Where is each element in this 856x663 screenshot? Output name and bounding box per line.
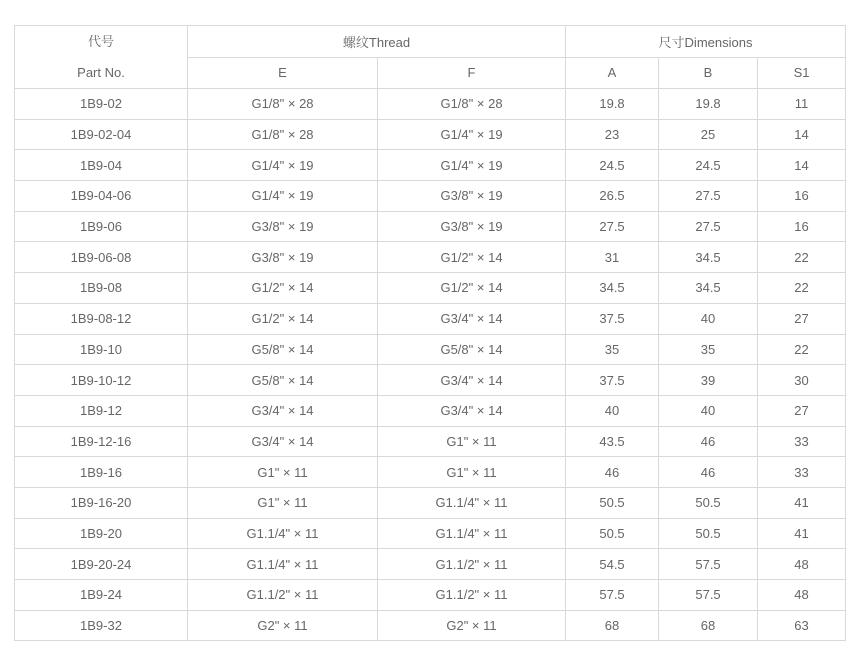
table-row — [15, 580, 846, 611]
cell-e: G1.1/4" × 11 — [188, 518, 378, 549]
cell-f: G2" × 11 — [378, 610, 566, 641]
cell-a: 43.5 — [566, 426, 659, 457]
cell-e: G1/8" × 28 — [188, 89, 378, 120]
cell-e: G3/4" × 14 — [188, 395, 378, 426]
cell-f: G1" × 11 — [378, 426, 566, 457]
cell-b: 35 — [659, 334, 758, 365]
cell-part_no: 1B9-24 — [15, 580, 188, 611]
header-part-no — [15, 26, 188, 89]
cell-a: 27.5 — [566, 211, 659, 242]
cell-a: 31 — [566, 242, 659, 273]
cell-a: 37.5 — [566, 303, 659, 334]
cell-f: G3/8" × 19 — [378, 181, 566, 212]
cell-e: G2" × 11 — [188, 610, 378, 641]
cell-e: G1" × 11 — [188, 457, 378, 488]
cell-a: 34.5 — [566, 273, 659, 304]
cell-b: 19.8 — [659, 89, 758, 120]
cell-s1: 33 — [758, 426, 846, 457]
cell-part_no: 1B9-02-04 — [15, 119, 188, 150]
cell-e: G1.1/2" × 11 — [188, 580, 378, 611]
cell-b: 27.5 — [659, 211, 758, 242]
header-col-b: B — [659, 57, 758, 89]
header-col-e: E — [188, 57, 378, 89]
cell-b: 50.5 — [659, 487, 758, 518]
cell-a: 50.5 — [566, 487, 659, 518]
cell-a: 40 — [566, 395, 659, 426]
header-thread-group: 螺纹Thread — [188, 26, 566, 58]
cell-part_no: 1B9-06-08 — [15, 242, 188, 273]
cell-s1: 16 — [758, 181, 846, 212]
cell-f: G3/8" × 19 — [378, 211, 566, 242]
cell-e: G1/4" × 19 — [188, 181, 378, 212]
header-dimensions-group: 尺寸Dimensions — [566, 26, 846, 58]
table-row — [15, 610, 846, 641]
cell-e: G1/8" × 28 — [188, 119, 378, 150]
table-row — [15, 487, 846, 518]
cell-s1: 14 — [758, 150, 846, 181]
cell-a: 54.5 — [566, 549, 659, 580]
cell-s1: 48 — [758, 580, 846, 611]
cell-f: G1.1/4" × 11 — [378, 518, 566, 549]
table-row — [15, 518, 846, 549]
cell-part_no: 1B9-02 — [15, 89, 188, 120]
cell-e: G5/8" × 14 — [188, 334, 378, 365]
table-row — [15, 395, 846, 426]
spec-table — [14, 25, 846, 641]
cell-e: G3/4" × 14 — [188, 426, 378, 457]
table-row — [15, 549, 846, 580]
cell-f: G1/2" × 14 — [378, 273, 566, 304]
cell-b: 40 — [659, 303, 758, 334]
cell-f: G3/4" × 14 — [378, 303, 566, 334]
cell-b: 46 — [659, 426, 758, 457]
cell-e: G1/2" × 14 — [188, 303, 378, 334]
cell-s1: 11 — [758, 89, 846, 120]
cell-s1: 63 — [758, 610, 846, 641]
cell-f: G5/8" × 14 — [378, 334, 566, 365]
cell-s1: 22 — [758, 242, 846, 273]
cell-s1: 48 — [758, 549, 846, 580]
cell-a: 50.5 — [566, 518, 659, 549]
header-part-no-inner — [15, 26, 187, 88]
cell-a: 37.5 — [566, 365, 659, 396]
cell-e: G1" × 11 — [188, 487, 378, 518]
table-row — [15, 181, 846, 212]
cell-s1: 41 — [758, 518, 846, 549]
cell-f: G1.1/2" × 11 — [378, 549, 566, 580]
header-part-no-en: Part No. — [77, 65, 125, 80]
cell-b: 68 — [659, 610, 758, 641]
cell-f: G1/4" × 19 — [378, 119, 566, 150]
cell-e: G5/8" × 14 — [188, 365, 378, 396]
cell-b: 50.5 — [659, 518, 758, 549]
cell-f: G1/4" × 19 — [378, 150, 566, 181]
cell-e: G1/2" × 14 — [188, 273, 378, 304]
header-col-s1: S1 — [758, 57, 846, 89]
cell-part_no: 1B9-20 — [15, 518, 188, 549]
cell-part_no: 1B9-06 — [15, 211, 188, 242]
cell-b: 34.5 — [659, 273, 758, 304]
cell-e: G1.1/4" × 11 — [188, 549, 378, 580]
cell-e: G3/8" × 19 — [188, 211, 378, 242]
cell-b: 40 — [659, 395, 758, 426]
table-row — [15, 457, 846, 488]
cell-s1: 16 — [758, 211, 846, 242]
cell-s1: 22 — [758, 334, 846, 365]
cell-part_no: 1B9-20-24 — [15, 549, 188, 580]
cell-part_no: 1B9-08 — [15, 273, 188, 304]
cell-s1: 27 — [758, 395, 846, 426]
cell-part_no: 1B9-12 — [15, 395, 188, 426]
cell-f: G3/4" × 14 — [378, 365, 566, 396]
cell-a: 26.5 — [566, 181, 659, 212]
cell-s1: 22 — [758, 273, 846, 304]
cell-f: G1.1/2" × 11 — [378, 580, 566, 611]
cell-f: G1" × 11 — [378, 457, 566, 488]
table-body — [15, 89, 846, 641]
cell-a: 19.8 — [566, 89, 659, 120]
table-row — [15, 303, 846, 334]
cell-part_no: 1B9-10-12 — [15, 365, 188, 396]
cell-a: 68 — [566, 610, 659, 641]
cell-e: G3/8" × 19 — [188, 242, 378, 273]
cell-e: G1/4" × 19 — [188, 150, 378, 181]
cell-part_no: 1B9-32 — [15, 610, 188, 641]
cell-a: 23 — [566, 119, 659, 150]
table-row — [15, 273, 846, 304]
cell-a: 57.5 — [566, 580, 659, 611]
cell-b: 46 — [659, 457, 758, 488]
cell-f: G1/2" × 14 — [378, 242, 566, 273]
cell-part_no: 1B9-16-20 — [15, 487, 188, 518]
cell-b: 24.5 — [659, 150, 758, 181]
cell-part_no: 1B9-16 — [15, 457, 188, 488]
cell-part_no: 1B9-10 — [15, 334, 188, 365]
table-row — [15, 119, 846, 150]
table-row — [15, 89, 846, 120]
table-row — [15, 211, 846, 242]
cell-b: 39 — [659, 365, 758, 396]
cell-f: G1.1/4" × 11 — [378, 487, 566, 518]
cell-s1: 33 — [758, 457, 846, 488]
cell-part_no: 1B9-04-06 — [15, 181, 188, 212]
cell-f: G1/8" × 28 — [378, 89, 566, 120]
cell-b: 27.5 — [659, 181, 758, 212]
table-row — [15, 334, 846, 365]
table-row — [15, 426, 846, 457]
cell-part_no: 1B9-08-12 — [15, 303, 188, 334]
cell-b: 34.5 — [659, 242, 758, 273]
table-row — [15, 150, 846, 181]
cell-part_no: 1B9-04 — [15, 150, 188, 181]
cell-b: 25 — [659, 119, 758, 150]
header-row-groups — [15, 26, 846, 58]
cell-part_no: 1B9-12-16 — [15, 426, 188, 457]
cell-b: 57.5 — [659, 549, 758, 580]
cell-s1: 41 — [758, 487, 846, 518]
cell-s1: 14 — [758, 119, 846, 150]
cell-a: 24.5 — [566, 150, 659, 181]
cell-a: 46 — [566, 457, 659, 488]
table-header — [15, 26, 846, 89]
table-row — [15, 365, 846, 396]
cell-s1: 27 — [758, 303, 846, 334]
cell-a: 35 — [566, 334, 659, 365]
cell-b: 57.5 — [659, 580, 758, 611]
cell-f: G3/4" × 14 — [378, 395, 566, 426]
cell-s1: 30 — [758, 365, 846, 396]
header-col-f: F — [378, 57, 566, 89]
header-col-a: A — [566, 57, 659, 89]
header-part-no-zh: 代号 — [87, 34, 114, 49]
table-row — [15, 242, 846, 273]
